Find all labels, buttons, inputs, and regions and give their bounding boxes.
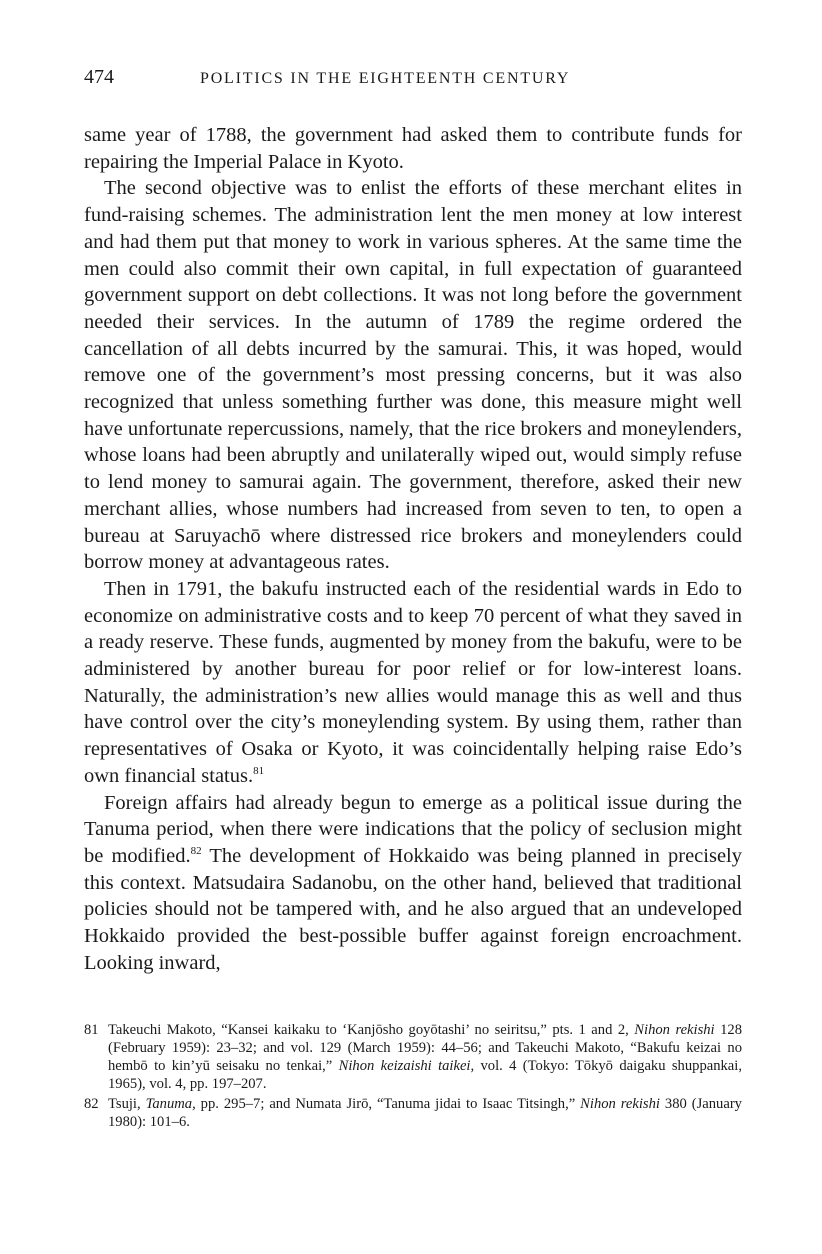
footnote-segment: 128 (February 1959): 23–32; and vol. 129 (March 1959): 44–56; and Takeuchi Makoto, “Bakufu keizai no hembō to kin’yū seisaku no tenkai,”: [108, 1021, 742, 1074]
footnote-segment: Takeuchi Makoto, “Kansei kaikaku to ‘Kanjōsho goyōtashi’ no seiritsu,” pts. 1 and 2,: [108, 1021, 635, 1038]
body-text: [84, 122, 742, 977]
footnote-number: 82: [84, 1095, 99, 1112]
paragraph-4-text-after: The development of Hokkaido was being planned in precisely this context. Matsudaira Sadanobu, on the other hand, believed that traditional policies should not be tampered with, and he also argued that an undeveloped Hokkaido provided the best-possible buffer against foreign encroachment. Looking inward,: [84, 844, 742, 974]
footnote-ref-81[interactable]: 81: [253, 765, 265, 778]
footnotes: [84, 1021, 742, 1131]
footnote-82: [84, 1095, 742, 1131]
paragraph-1: same year of 1788, the government had asked them to contribute funds for repairing the Imperial Palace in Kyoto.: [84, 124, 742, 173]
footnote-title-italic: Nihon rekishi: [634, 1021, 715, 1038]
footnote-segment: 380 (January 1980): 101–6.: [108, 1095, 742, 1130]
paragraph-2: The second objective was to enlist the efforts of these merchant elites in fund-raising schemes. The administration lent the men money at low interest and had them put that money to work in various spheres. At the same time the men could also commit their own capital, in full expectation of guaranteed government support on debt collections. It was not long before the government needed their services. In the autumn of 1789 the regime ordered the cancellation of all debts incurred by the samurai. This, it was hoped, would remove one of the government’s most pressing concerns, but it was also recognized that unless something further was done, this measure might well have unfortunate repercussions, namely, that the rice brokers and moneylenders, whose loans had been abruptly and unilaterally wiped out, would simply refuse to lend money to samurai again. The government, therefore, asked their new merchant allies, whose numbers had increased from seven to ten, to open a bureau at Saruyachō where distressed rice brokers and moneylenders could borrow money at advantageous rates.: [84, 177, 742, 574]
running-title: POLITICS IN THE EIGHTEENTH CENTURY: [200, 70, 571, 87]
footnote-ref-82[interactable]: 82: [190, 845, 202, 858]
footnote-segment: Tsuji,: [108, 1095, 146, 1112]
paragraph-4-text-before: Foreign affairs had already begun to emerge as a political issue during the Tanuma period, when there were indications that the policy of seclusion might be modified.: [84, 791, 742, 867]
footnote-segment: vol. 4 (Tokyo: Tōkyō daigaku shuppankai, 1965), vol. 4, pp. 197–207.: [108, 1057, 742, 1092]
footnote-number: 81: [84, 1021, 99, 1038]
footnote-title-italic: Nihon keizaishi taikei,: [338, 1057, 475, 1074]
paragraph-4: [84, 790, 742, 977]
running-head: [84, 66, 742, 100]
footnote-segment: pp. 295–7; and Numata Jirō, “Tanuma jidai to Isaac Titsingh,”: [195, 1095, 581, 1112]
footnote-title-italic: Nihon rekishi: [580, 1095, 660, 1112]
book-page: [84, 66, 742, 1133]
footnote-81: [84, 1021, 742, 1093]
footnote-text: [108, 1021, 742, 1093]
paragraph-3: [84, 576, 742, 790]
paragraph-3-text: Then in 1791, the bakufu instructed each of the residential wards in Edo to economize on administrative costs and to keep 70 percent of what they saved in a ready reserve. These funds, augmented by money from the bakufu, were to be administered by another bureau for poor relief or for low-interest loans. Naturally, the administration’s new allies would manage this as well and thus have control over the city’s moneylending system. By using them, rather than representatives of Osaka or Kyoto, it was coincidentally helping raise Edo’s own financial status.: [84, 577, 742, 787]
page-number: 474: [84, 66, 114, 88]
footnote-title-italic: Tanuma,: [145, 1095, 196, 1112]
footnote-text: [108, 1095, 742, 1131]
